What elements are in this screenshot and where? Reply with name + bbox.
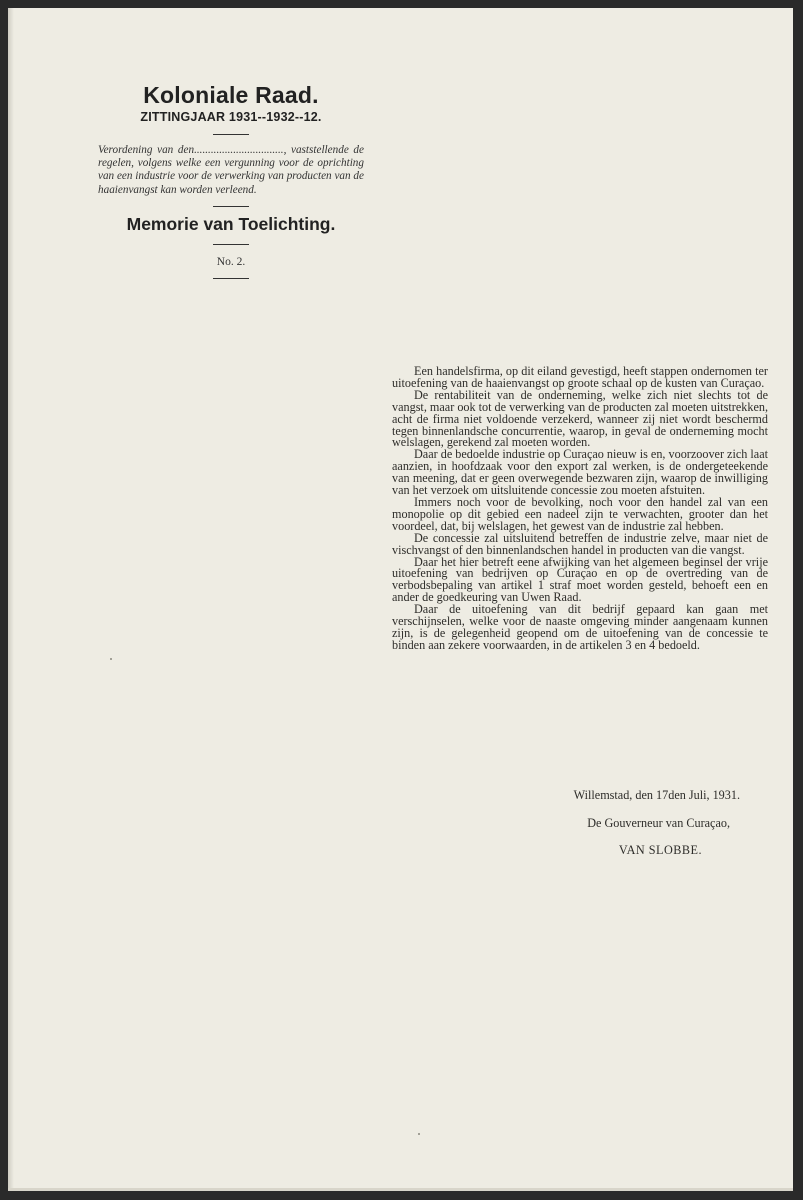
memo-body <box>392 366 768 652</box>
signature-name: VAN SLOBBE. <box>618 843 702 857</box>
divider-rule <box>213 206 249 207</box>
ordinance-description: Verordening van den................................, vaststellende de regelen, volgens welke een vergunning voor de oprichting van een industrie voor de verwerking van producten van de haaienvangst kan worden verleend. <box>98 144 364 196</box>
divider-rule <box>213 278 249 279</box>
body-paragraph: De concessie zal uitsluitend betreffen de industrie zelve, maar niet de vischvangst of den binnenlandschen handel in producten van die vangst. <box>392 530 768 557</box>
signature-place-date: Willemstad, den 17den Juli, 1931. <box>573 788 740 802</box>
body-paragraph: Daar de bedoelde industrie op Curaçao nieuw is en, voorzoover zich laat aanzien, in hoofdzaak voor den export zal werken, is de ondergeteekende van meening, dat er geen overwegende bezwaren zijn, waarop de inwilliging van het verzoek om uitsluitende concessie zou moeten afstuiten. <box>392 447 768 498</box>
page-spine-shadow <box>8 8 14 1191</box>
document-page <box>8 8 793 1191</box>
body-paragraph: Daar de uitoefening van dit bedrijf gepaard kan gaan met verschijnselen, welke voor de naaste omgeving minder aangenaam kunnen zijn, is de gelegenheid geopend om de uitoefening van de concessie te binden aan zekere voorwaarden, in de artikelen 3 en 4 bedoeld. <box>392 602 768 652</box>
document-number: No. 2. <box>216 255 246 268</box>
divider-rule <box>213 134 249 135</box>
body-paragraph: Immers noch voor de bevolking, noch voor den handel zal van een monopolie op dit gebied een nadeel zijn te verwachten, grooter dan het voordeel, dat, bij welslagen, het gewest van de industrie zal hebben. <box>392 494 768 533</box>
body-paragraph: Daar het hier betreft eene afwijking van het algemeen beginsel der vrije uitoefening van bedrijven op Curaçao en op de overtreding van de verbodsbepaling van artikel 1 straf moet worden gesteld, behoeft een en ander de goedkeuring van Uwen Raad. <box>392 554 768 605</box>
page-bottom-edge <box>8 1188 793 1191</box>
body-paragraph: Een handelsfirma, op dit eiland gevestigd, heeft stappen ondernomen ter uitoefening van de haaienvangst op groote schaal op de kusten van Curaçao. <box>392 364 768 390</box>
council-title: Koloniale Raad. <box>143 82 319 108</box>
body-paragraph: De rentabiliteit van de onderneming, welke zich niet slechts tot de vangst, maar ook tot de verwerking van de producten zal moeten uitstrekken, acht de firma niet voldoende verzekerd, wanneer zij niet wordt beschermd tegen binnenlandsche concurrentie, waarop, in geval de onderneming mocht welslagen, gerekend zal moeten worden. <box>392 387 768 450</box>
paper-speck <box>110 658 112 660</box>
divider-rule <box>213 244 249 245</box>
signature-title: De Gouverneur van Curaçao, <box>587 816 730 830</box>
memo-title: Memorie van Toelichting. <box>126 213 336 234</box>
paper-speck <box>418 1133 420 1135</box>
session-year: ZITTINGJAAR 1931--1932--12. <box>140 110 322 124</box>
document-header <box>96 82 366 279</box>
